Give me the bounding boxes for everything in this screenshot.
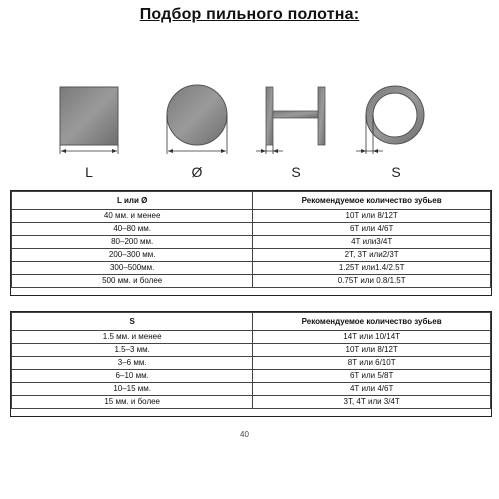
- page-title: Подбор пильного полотна:: [139, 6, 360, 23]
- tube-label: S: [391, 164, 401, 180]
- table2-teeth-cell: 6Т или 5/8Т: [253, 370, 491, 383]
- square-section-icon: [60, 87, 118, 154]
- table2-thickness-cell: 15 мм. и более: [12, 396, 253, 409]
- table1-teeth-cell: 0.75Т или 0.8/1.5Т: [253, 275, 491, 288]
- table-row: [12, 249, 491, 262]
- table1-teeth-cell: 1.25Т или1.4/2.5Т: [253, 262, 491, 275]
- cross-section-diagrams: [0, 0, 499, 190]
- table-row: [12, 210, 491, 223]
- table2-thickness-cell: 10–15 мм.: [12, 383, 253, 396]
- table-row: [12, 223, 491, 236]
- h-beam-label: S: [291, 164, 301, 180]
- table2-teeth-cell: 4Т или 4/6Т: [253, 383, 491, 396]
- table1-size-cell: 40–80 мм.: [12, 223, 253, 236]
- table2-header-thickness: S: [12, 313, 253, 331]
- table-row: [12, 344, 491, 357]
- table1-teeth-cell: 4Т или3/4Т: [253, 236, 491, 249]
- table2-header-teeth: Рекомендуемое количество зубьев: [253, 313, 491, 331]
- table-row: [12, 331, 491, 344]
- table-row: [12, 262, 491, 275]
- table2-thickness-cell: 1.5 мм. и менее: [12, 331, 253, 344]
- table2-teeth-cell: 10Т или 8/12Т: [253, 344, 491, 357]
- table1-header-teeth: Рекомендуемое количество зубьев: [253, 192, 491, 210]
- thickness-teeth-table: [11, 312, 491, 409]
- table1-header-size: L или Ø: [12, 192, 253, 210]
- table-row: [12, 396, 491, 409]
- table2-teeth-cell: 3Т, 4Т или 3/4Т: [253, 396, 491, 409]
- table-row: [12, 275, 491, 288]
- table2-teeth-cell: 14Т или 10/14Т: [253, 331, 491, 344]
- h-beam-section-icon: [256, 87, 325, 154]
- table1-teeth-cell: 6Т или 4/6Т: [253, 223, 491, 236]
- table-row: [12, 357, 491, 370]
- table1-size-cell: 80–200 мм.: [12, 236, 253, 249]
- round-section-icon: [167, 85, 227, 154]
- table-row: [12, 236, 491, 249]
- round-label: Ø: [191, 164, 203, 180]
- table1-size-cell: 500 мм. и более: [12, 275, 253, 288]
- table1-teeth-cell: 10Т или 8/12Т: [253, 210, 491, 223]
- tube-section-icon: [356, 86, 424, 154]
- table2-teeth-cell: 8Т или 6/10Т: [253, 357, 491, 370]
- table-row: [12, 383, 491, 396]
- table1-size-cell: 40 мм. и менее: [12, 210, 253, 223]
- table1-size-cell: 200–300 мм.: [12, 249, 253, 262]
- table1-size-cell: 300–500мм.: [12, 262, 253, 275]
- table2-thickness-cell: 1.5–3 мм.: [12, 344, 253, 357]
- table-row: [12, 370, 491, 383]
- table2-thickness-cell: 3–6 мм.: [12, 357, 253, 370]
- square-label: L: [85, 164, 93, 180]
- size-teeth-table: [11, 191, 491, 288]
- page-number: 40: [240, 430, 249, 439]
- table1-teeth-cell: 2Т, 3Т или2/3Т: [253, 249, 491, 262]
- table2-thickness-cell: 6–10 мм.: [12, 370, 253, 383]
